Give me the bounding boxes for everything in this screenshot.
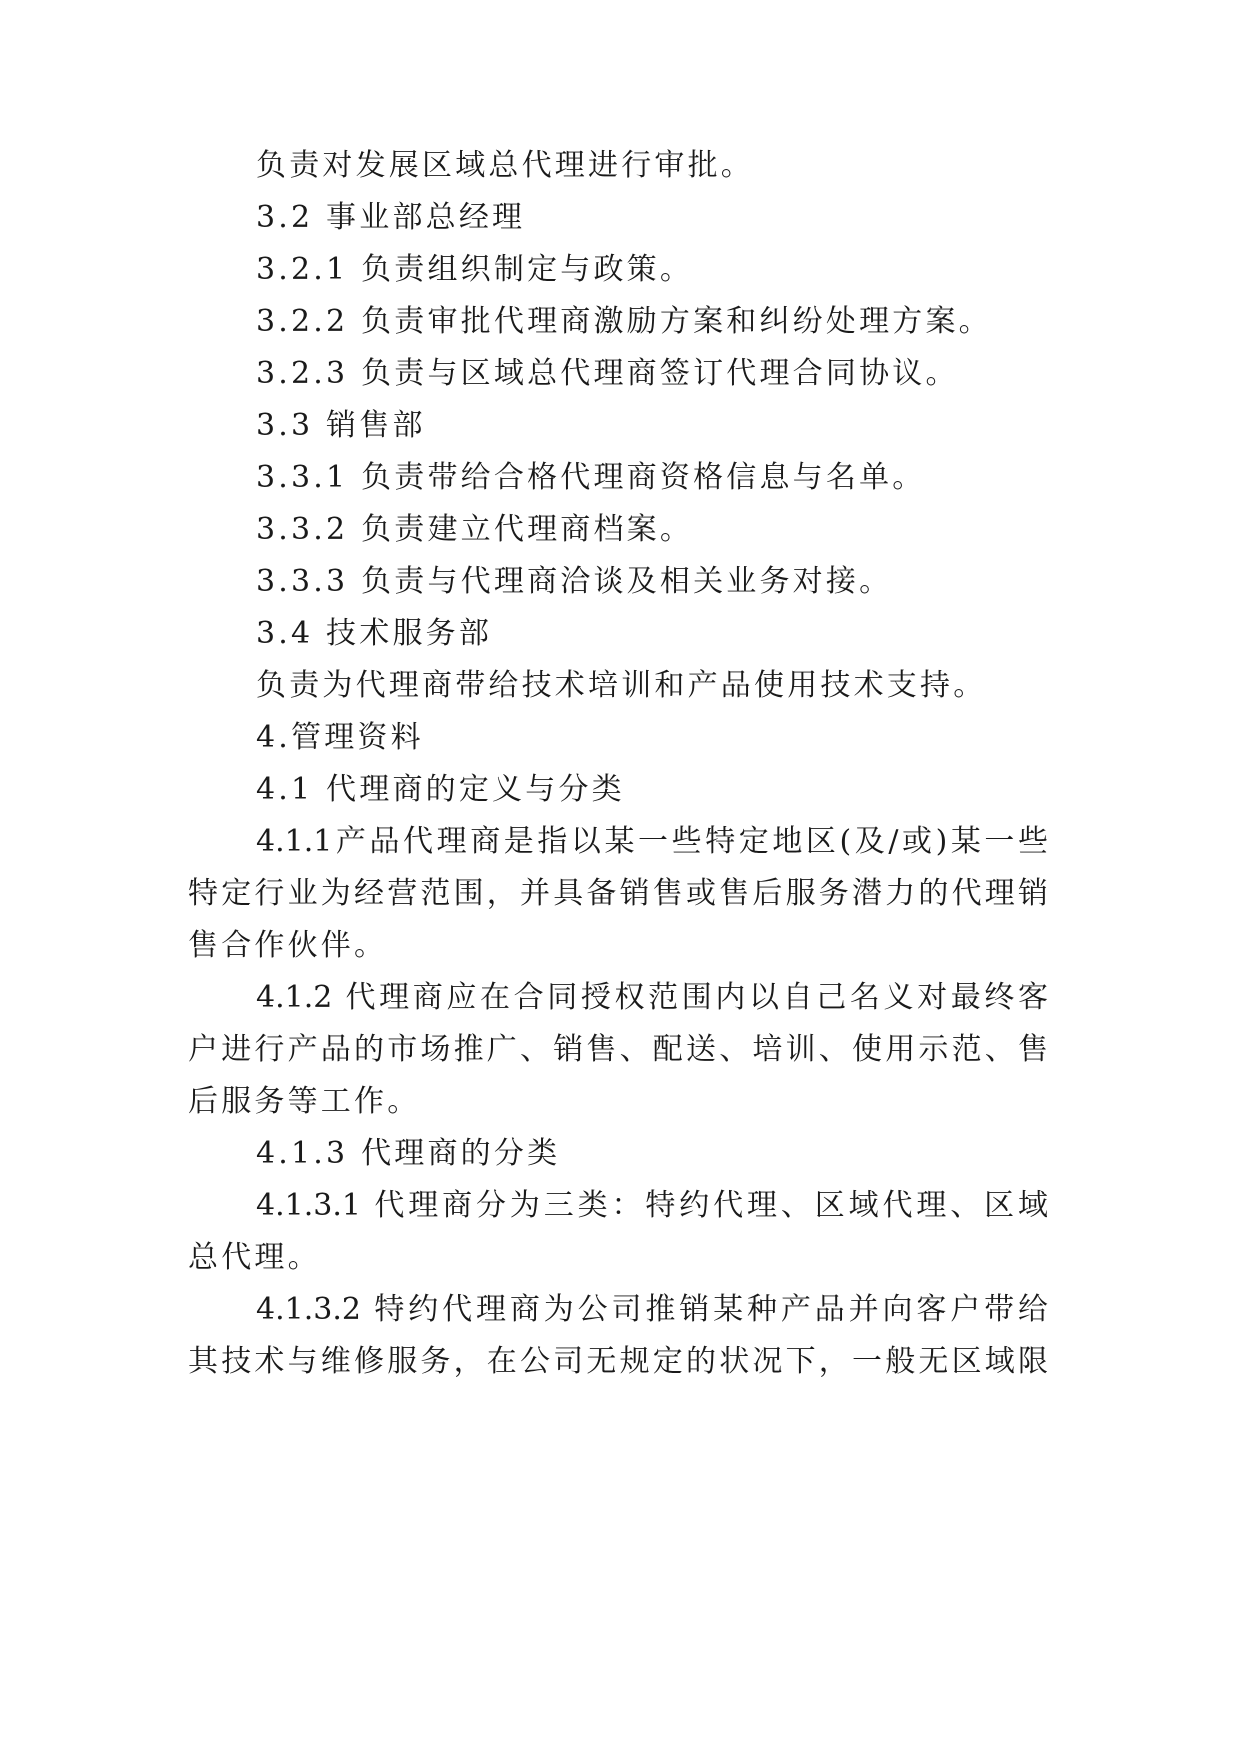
section-heading: 4.1 代理商的定义与分类: [256, 772, 625, 807]
paragraph-line: 3.2.2 负责审批代理商激励方案和纠纷处理方案。: [256, 304, 992, 339]
section-heading: 4.1.3 代理商的分类: [256, 1136, 561, 1171]
paragraph-line: 后服务等工作。: [188, 1084, 421, 1119]
paragraph-line: 4.1.3.1 代理商分为三类：特约代理、区域代理、区域: [256, 1188, 1048, 1223]
paragraph-line: 3.2.3 负责与区域总代理商签订代理合同协议。: [256, 356, 959, 391]
paragraph-line: 3.2.1 负责组织制定与政策。: [256, 252, 694, 287]
section-heading: 4.管理资料: [256, 720, 424, 755]
paragraph-line: 负责为代理商带给技术培训和产品使用技术支持。: [256, 668, 987, 703]
section-heading: 3.4 技术服务部: [256, 616, 493, 651]
paragraph-line: 其技术与维修服务，在公司无规定的状况下，一般无区域限: [188, 1344, 1048, 1379]
paragraph-line: 3.3.1 负责带给合格代理商资格信息与名单。: [256, 460, 926, 495]
paragraph-line: 特定行业为经营范围，并具备销售或售后服务潜力的代理销: [188, 876, 1048, 911]
paragraph-line: 3.3.2 负责建立代理商档案。: [256, 512, 694, 547]
paragraph-line: 4.1.2 代理商应在合同授权范围内以自己名义对最终客: [256, 980, 1048, 1015]
paragraph-line: 负责对发展区域总代理进行审批。: [256, 148, 754, 183]
paragraph-line: 4.1.3.2 特约代理商为公司推销某种产品并向客户带给: [256, 1292, 1048, 1327]
paragraph-line: 4.1.1产品代理商是指以某一些特定地区(及/或)某一些: [256, 824, 1048, 859]
paragraph-line: 售合作伙伴。: [188, 928, 388, 963]
section-heading: 3.3 销售部: [256, 408, 426, 443]
paragraph-line: 3.3.3 负责与代理商洽谈及相关业务对接。: [256, 564, 893, 599]
paragraph-line: 户进行产品的市场推广、销售、配送、培训、使用示范、售: [188, 1032, 1048, 1067]
section-heading: 3.2 事业部总经理: [256, 200, 526, 235]
paragraph-line: 总代理。: [188, 1240, 321, 1275]
